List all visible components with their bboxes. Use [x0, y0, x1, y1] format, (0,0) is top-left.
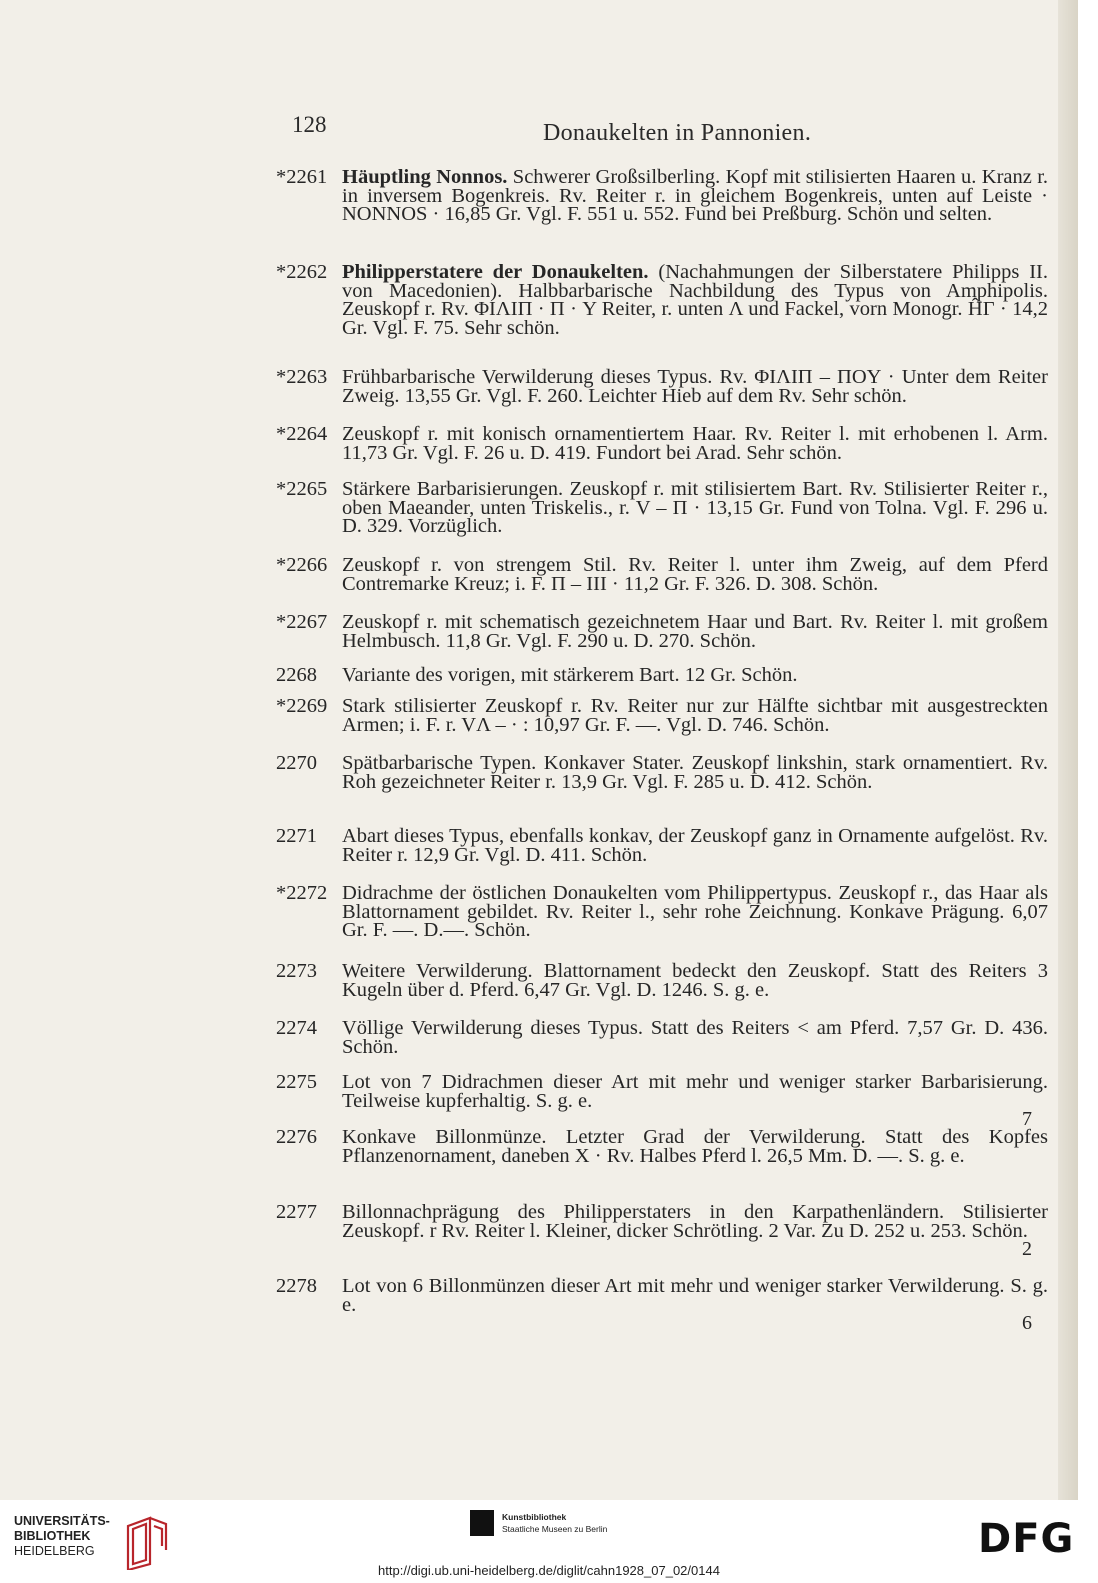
- entry-text: Zeuskopf r. mit konisch ornamentiertem Haar. Rv. Reiter l. mit erhobenen l. Arm. 11,73 Gr. Vgl. F. 26 u. D. 419. Fundort bei Arad. Sehr schön.: [342, 423, 1048, 464]
- ub-logo-line: HEIDELBERG: [14, 1544, 95, 1558]
- entry-number: 2268: [276, 664, 317, 686]
- catalog-entry: [276, 1019, 1048, 1056]
- catalog-entry: [276, 962, 1048, 999]
- entry-number: 2270: [276, 752, 317, 774]
- entry-number: *2264: [276, 423, 328, 445]
- catalog-entry: [276, 1128, 1048, 1165]
- catalog-entry: [276, 827, 1048, 864]
- catalog-entry: [276, 697, 1048, 734]
- entry-number: 2278: [276, 1275, 317, 1297]
- entry-number: *2272: [276, 882, 328, 904]
- lot-count: 7: [1022, 1107, 1032, 1130]
- entry-number: 2274: [276, 1017, 317, 1039]
- entry-text: Völlige Verwilderung dieses Typus. Statt des Reiters < am Pferd. 7,57 Gr. D. 436. Schön.: [342, 1017, 1048, 1058]
- entry-text: Lot von 6 Billonmünzen dieser Art mit mehr und weniger starker Verwilderung. S. g. e.: [342, 1275, 1048, 1316]
- page-edge-shadow: [1058, 0, 1078, 1500]
- entry-number: 2271: [276, 825, 317, 847]
- catalog-entry: [276, 613, 1048, 650]
- catalog-entry: [276, 754, 1048, 791]
- entry-number: *2261: [276, 166, 328, 188]
- dfg-logo[interactable]: DFG: [978, 1516, 1075, 1562]
- entry-text: Stark stilisierter Zeuskopf r. Rv. Reiter nur zur Hälfte sichtbar mit ausgestreckten Armen; i. F. r. VΛ – · : 10,97 Gr. F. —. Vgl. D. 746. Schön.: [342, 695, 1048, 736]
- entry-text: Frühbarbarische Verwilderung dieses Typus. Rv. ΦΙΛΙΠ – ΠΟY · Unter dem Reiter Zweig. 13,55 Gr. Vgl. F. 260. Leichter Hieb auf dem Rv. Sehr schön.: [342, 366, 1048, 407]
- lot-count: 6: [1022, 1311, 1032, 1334]
- entry-text: Abart dieses Typus, ebenfalls konkav, der Zeuskopf ganz in Ornamente aufgelöst. Rv. Reiter r. 12,9 Gr. Vgl. D. 411. Schön.: [342, 825, 1048, 866]
- permalink-url[interactable]: http://digi.ub.uni-heidelberg.de/diglit/cahn1928_07_02/0144: [378, 1563, 720, 1578]
- catalog-entry: [276, 1275, 1048, 1334]
- entry-number: 2276: [276, 1126, 317, 1148]
- entry-number: *2269: [276, 695, 328, 717]
- entry-number: 2277: [276, 1201, 317, 1223]
- catalog-entry: [276, 1071, 1048, 1130]
- entry-text: (Nachahmungen der Silberstatere Philipps II. von Macedonien). Halbbarbarische Nachbildung des Typus von Amphipolis. Zeuskopf r. Rv. ΦΙΛΙΠ · Π · Y Reiter, r. unten Λ und Fackel, vorn Monogr. ĤΓ · 14,2 Gr. Vgl. F. 75. Sehr schön.: [342, 261, 1048, 339]
- catalog-entry: [276, 666, 1048, 685]
- entry-text: Spätbarbarische Typen. Konkaver Stater. Zeuskopf linkshin, stark ornamentiert. Rv. Roh gezeichneter Reiter r. 13,9 Gr. Vgl. F. 285 u. D. 412. Schön.: [342, 752, 1048, 793]
- entry-text: Konkave Billonmünze. Letzter Grad der Verwilderung. Statt des Kopfes Pflanzenornament, daneben X · Rv. Halbes Pferd l. 26,5 Mm. D. —. S. g. e.: [342, 1126, 1048, 1167]
- entry-text: Schwerer Großsilberling. Kopf mit stilisierten Haaren u. Kranz r. in inversem Bogenkreis. Rv. Reiter r. in gleichem Bogenkreis, unten auf Leiste · NONNOS · 16,85 Gr. Vgl. F. 551 u. 552. Fund bei Preßburg. Schön und selten.: [342, 166, 1049, 225]
- entry-text: Didrachme der östlichen Donaukelten vom Philippertypus. Zeuskopf r., das Haar als Blattornament gebildet. Rv. Reiter l., sehr rohe Zeichnung. Konkave Prägung. 6,07 Gr. F. —. D.—. Schön.: [342, 882, 1048, 941]
- entry-text: Zeuskopf r. mit schematisch gezeichnetem Haar und Bart. Rv. Reiter l. mit großem Helmbusch. 11,8 Gr. Vgl. F. 290 u. D. 270. Schön.: [342, 611, 1048, 652]
- entry-title: Häuptling Nonnos.: [342, 166, 508, 188]
- entry-number: *2265: [276, 478, 328, 500]
- catalog-entry: [276, 556, 1048, 593]
- entry-number: 2275: [276, 1071, 317, 1093]
- entry-number: 2273: [276, 960, 317, 982]
- entry-text: Billonnachprägung des Philipperstaters in den Karpathenländern. Stilisierter Zeuskopf. r Rv. Reiter l. Kleiner, dicker Schrötling. 2 Var. Zu D. 252 u. 253. Schön.: [342, 1201, 1048, 1242]
- entry-text: Stärkere Barbarisierungen. Zeuskopf r. mit stilisiertem Bart. Rv. Stilisierter Reiter r., oben Maeander, unten Triskelis., r. V – Π · 13,15 Gr. Fund von Tolna. Vgl. F. 296 u. D. 329. Vorzüglich.: [342, 478, 1048, 537]
- viewer-footer: [0, 1500, 1098, 1583]
- ub-heidelberg-logo[interactable]: [14, 1514, 179, 1569]
- catalog-entry: [276, 1201, 1048, 1260]
- ub-logo-line: UNIVERSITÄTS-: [14, 1514, 110, 1528]
- entry-number: *2263: [276, 366, 328, 388]
- catalog-entry: [276, 425, 1048, 462]
- entry-text: Weitere Verwilderung. Blattornament bedeckt den Zeuskopf. Statt des Reiters 3 Kugeln über d. Pferd. 6,47 Gr. Vgl. D. 1246. S. g. e.: [342, 960, 1048, 1001]
- running-head: Donaukelten in Pannonien.: [543, 120, 812, 146]
- ub-logo-line: BIBLIOTHEK: [14, 1529, 91, 1543]
- entry-number: *2266: [276, 554, 328, 576]
- entry-number: *2262: [276, 261, 328, 283]
- catalog-entry: [276, 884, 1048, 940]
- catalog-entry: [276, 368, 1048, 405]
- catalog-entry: [276, 263, 1048, 337]
- entry-text: Zeuskopf r. von strengem Stil. Rv. Reiter l. unter ihm Zweig, auf dem Pferd Contremarke Kreuz; i. F. Π – ΙΙΙ · 11,2 Gr. F. 326. D. 308. Schön.: [342, 554, 1048, 595]
- entry-text: Lot von 7 Didrachmen dieser Art mit mehr und weniger starker Barbarisierung. Teilweise kupferhaltig. S. g. e.: [342, 1071, 1048, 1112]
- kb-logo-line: Kunstbibliothek: [502, 1512, 567, 1522]
- page-number: 128: [292, 112, 327, 137]
- entry-text: Variante des vorigen, mit stärkerem Bart. 12 Gr. Schön.: [342, 664, 798, 686]
- entry-title: Philipperstatere der Donaukelten.: [342, 261, 649, 283]
- entry-number: *2267: [276, 611, 328, 633]
- catalog-entry: [276, 480, 1048, 536]
- variant-count: 2: [1022, 1237, 1032, 1260]
- ub-emblem-icon: [120, 1514, 170, 1570]
- catalog-entry: [276, 168, 1048, 224]
- kb-logo-line: Staatliche Museen zu Berlin: [502, 1524, 608, 1534]
- kunstbibliothek-mark-icon: [470, 1510, 494, 1536]
